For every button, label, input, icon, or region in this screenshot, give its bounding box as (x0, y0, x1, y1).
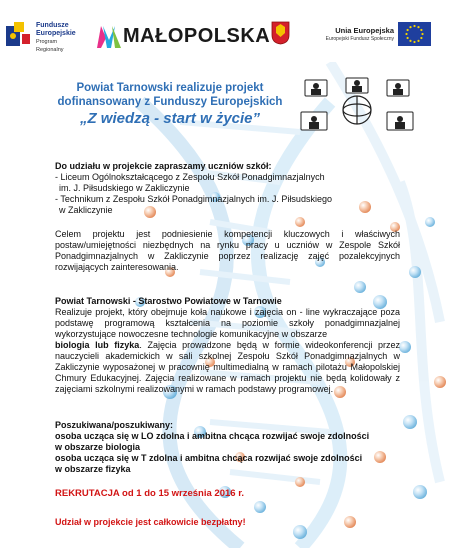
fe-name-1: Fundusze (36, 22, 69, 29)
invitation-heading: Do udziału w projekcie zapraszamy uczniów szkół: (55, 161, 272, 171)
wanted-line-2: w obszarze biologia (55, 442, 141, 452)
goal-paragraph: Celem projektu jest podniesienie kompetencji kluczowych i właściwych postaw/umiejętności niezbędnych na rynku pracy u uczniów w Zespole Szkół Ponadgimnazjalnych w Zakliczynie poprzez realizację zajęć pozalekcyjnych rozwijających zainteresowania. (55, 229, 400, 272)
invitation-line-1: - Liceum Ogólnokształcącego z Zespołu Szkół Ponadgimnazjalnych (55, 172, 325, 182)
invitation-block (55, 161, 375, 216)
fe-logo-text (36, 22, 86, 54)
wanted-block (55, 420, 415, 475)
malopolska-m-icon (97, 26, 121, 48)
wanted-heading: Poszukiwana/poszukiwany: (55, 420, 174, 430)
wanted-line-3: osoba ucząca się w T zdolna i ambitna chcąca rozwijać swoje zdolności (55, 453, 363, 463)
recruitment-dates: REKRUTACJA od 1 do 15 września 2016 r. (55, 488, 245, 499)
invitation-line-2: im. J. Piłsudskiego w Zakliczynie (59, 183, 190, 193)
eu-logo-text (318, 26, 394, 44)
fe-program: Program Regionalny (36, 39, 64, 53)
organizer-text-2: . Zajęcia prowadzone będą w formie wideokonferencji przez nauczycieli akademickich w sali szkolnej Zespołu Szkół Ponadgimnazjalnych w Zakliczynie wyposażonej w pracownię multimedialną w ramach pilotażu Małopolskiej Chmury Edukacyjnej. Zajęcia realizowane w ramach projektu nie będą kolidowały z zajęciami szkolnymi realizowanymi w ramach podstawy programowej. (55, 340, 400, 394)
e-learning-people-icon (297, 76, 417, 136)
organizer-block (55, 296, 400, 395)
fe-star-icon (6, 20, 32, 50)
coat-of-arms-icon (271, 21, 290, 45)
eu-flag-icon (398, 22, 431, 46)
free-participation-note: Udział w projekcie jest całkowicie bezpłatny! (55, 517, 246, 527)
organizer-heading: Powiat Tarnowski - Starostwo Powiatowe w Tarnowie (55, 296, 282, 306)
fundusze-europejskie-logo (6, 20, 86, 53)
eu-title: Unia Europejska (335, 26, 394, 35)
region-name: MAŁOPOLSKA (123, 25, 271, 47)
fe-name-2: Europejskie (36, 30, 76, 37)
invitation-line-4: w Zakliczynie (59, 205, 113, 215)
organizer-subjects: biologia lub fizyka (55, 340, 140, 350)
invitation-line-3: - Technikum z Zespołu Szkół Ponadgimnazjalnych im. J. Piłsudskiego (55, 194, 332, 204)
logo-bar (0, 0, 453, 62)
eu-fund: Europejski Fundusz Społeczny (325, 36, 394, 42)
organizer-text-1: Realizuje projekt, który obejmuje koła naukowe i zajęcia on - line wykraczające poza podstawę programową kształcenia na poziomie szkoły ponadgimnazjalnej wykorzystujące nowoczesne technologie komunikacyjne w obszarze (55, 307, 400, 339)
project-name: „Z wiedzą - start w życie” (79, 110, 261, 127)
wanted-line-1: osoba ucząca się w LO zdolna i ambitna chcąca rozwijać swoje zdolności (55, 431, 370, 441)
project-title-line-2: dofinansowany z Funduszy Europejskich (57, 96, 283, 108)
wanted-line-4: w obszarze fizyka (55, 464, 131, 474)
project-title (55, 81, 285, 109)
project-title-line-1: Powiat Tarnowski realizuje projekt (76, 82, 264, 94)
